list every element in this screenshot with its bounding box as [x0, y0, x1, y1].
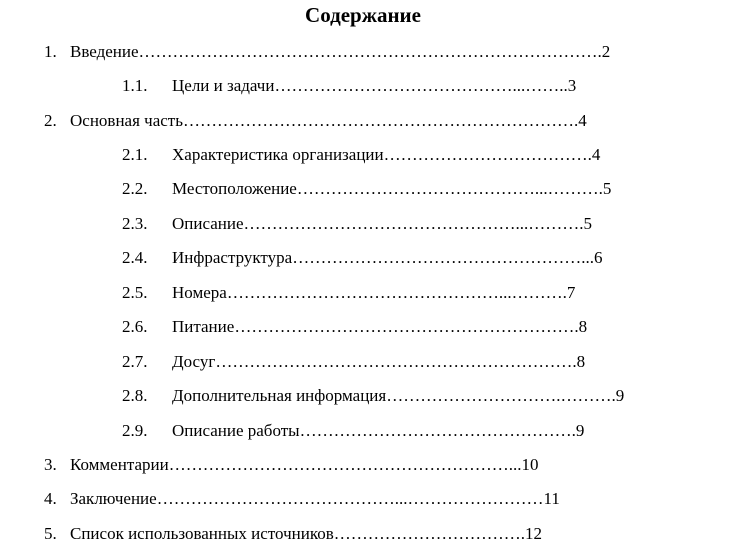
- toc-entry-text: [172, 246, 686, 270]
- toc-entry-number: 2.: [44, 111, 57, 130]
- toc-entry-text: [172, 212, 686, 236]
- toc-entry-number: 2.9.: [122, 421, 148, 440]
- toc-entry: [44, 109, 686, 133]
- toc-entry-number: 1.1.: [122, 76, 148, 95]
- toc-entry-number: 2.8.: [122, 386, 148, 405]
- toc-entry-text: [70, 40, 686, 64]
- toc-entry-label: Описание: [172, 214, 244, 233]
- toc-entry: [122, 246, 686, 270]
- toc-page-number: 7: [566, 283, 576, 302]
- toc-leader-dots: ……………………………………………………………………….: [138, 42, 602, 61]
- toc-page-number: 5: [583, 214, 593, 233]
- toc-entry-label: Характеристика организации: [172, 145, 384, 164]
- toc-entry-text: [172, 350, 686, 374]
- toc-entry-number: 5.: [44, 524, 57, 543]
- toc-entry-label: Инфраструктура: [172, 248, 293, 267]
- toc-entry-text: [172, 74, 686, 98]
- toc-page-number: 8: [576, 352, 586, 371]
- toc-entry-number: 3.: [44, 455, 57, 474]
- toc-entry-text: [172, 384, 686, 408]
- toc-page-number: 11: [543, 489, 560, 508]
- toc-entry: [122, 143, 686, 167]
- toc-page-number: 5: [602, 179, 612, 198]
- toc-entry-label: Дополнительная информация: [172, 386, 387, 405]
- toc-page-number: 6: [593, 248, 603, 267]
- toc-entry: [122, 177, 686, 201]
- toc-entry-label: Основная часть: [70, 111, 183, 130]
- toc-entry: [44, 487, 686, 511]
- toc-entry-text: [70, 487, 686, 511]
- toc-page-number: 9: [615, 386, 625, 405]
- toc-entry-label: Заключение: [70, 489, 157, 508]
- toc-entry-text: [172, 177, 686, 201]
- toc-page-number: 12: [525, 524, 542, 543]
- toc-entry-label: Список использованных источников: [70, 524, 334, 543]
- toc-leader-dots: ……………………………………………………….: [215, 352, 577, 371]
- toc-entry-number: 4.: [44, 489, 57, 508]
- toc-entry-label: Цели и задачи: [172, 76, 275, 95]
- toc-entry-number: 2.4.: [122, 248, 148, 267]
- toc-entry-number: 2.7.: [122, 352, 148, 371]
- toc-entry-label: Местоположение: [172, 179, 297, 198]
- toc-leader-dots: ……………………………….: [383, 145, 592, 164]
- toc-entry: [122, 212, 686, 236]
- toc-entry: [122, 384, 686, 408]
- toc-leader-dots: …………………………………………...……….: [243, 214, 584, 233]
- toc-leader-dots: ……………………………………...……..: [274, 76, 568, 95]
- toc-leader-dots: ………………………….……….: [386, 386, 616, 405]
- toc-page-number: 4: [578, 111, 587, 130]
- toc-entry-label: Питание: [172, 317, 235, 336]
- toc-entry-label: Комментарии: [70, 455, 169, 474]
- toc-entry-number: 2.6.: [122, 317, 148, 336]
- toc-entry-number: 1.: [44, 42, 57, 61]
- toc-entry: [122, 350, 686, 374]
- toc-leader-dots: ………………………………………….: [299, 421, 576, 440]
- toc-entry-label: Введение: [70, 42, 139, 61]
- toc-leader-dots: ……………………………………………………...: [168, 455, 522, 474]
- toc-leader-dots: ……………………………………...……………………: [156, 489, 544, 508]
- toc-page-number: 4: [591, 145, 601, 164]
- toc-leader-dots: …………………………………………………….: [234, 317, 579, 336]
- toc-entry-number: 2.2.: [122, 179, 148, 198]
- toc-page-number: 9: [575, 421, 585, 440]
- toc-leader-dots: …………………………………………………………….: [182, 111, 579, 130]
- toc-page-number: 2: [601, 42, 611, 61]
- toc-leader-dots: …………………………………………...……….: [226, 283, 567, 302]
- toc-entry: [122, 74, 686, 98]
- toc-entry-text: [172, 281, 686, 305]
- toc-entry-text: [172, 419, 686, 443]
- page-title: Содержание: [305, 3, 421, 27]
- toc-entry-number: 2.1.: [122, 145, 148, 164]
- toc-entry-text: [70, 453, 686, 477]
- toc-entry-number: 2.5.: [122, 283, 148, 302]
- toc-entry-label: Описание работы: [172, 421, 300, 440]
- toc-entry: [44, 453, 686, 477]
- toc-entry: [44, 522, 686, 546]
- toc-entry-text: [70, 109, 686, 133]
- toc-entry: [44, 40, 686, 64]
- toc-page-number: 10: [521, 455, 539, 474]
- toc-leader-dots: ……………………………………...……….: [296, 179, 603, 198]
- toc-entry-number: 2.3.: [122, 214, 148, 233]
- toc-entry: [122, 281, 686, 305]
- toc-entry: [122, 315, 686, 339]
- toc-leader-dots: ……………………………………………...: [292, 248, 594, 267]
- toc-entry-text: [70, 522, 686, 546]
- toc-entry-text: [172, 315, 686, 339]
- toc-entry-label: Досуг: [172, 352, 216, 371]
- toc-leader-dots: …………………………….: [333, 524, 525, 543]
- toc-page-number: 8: [578, 317, 588, 336]
- toc-page-number: 3: [567, 76, 577, 95]
- toc-entry-text: [172, 143, 686, 167]
- toc-entry: [122, 419, 686, 443]
- toc-entry-label: Номера: [172, 283, 227, 302]
